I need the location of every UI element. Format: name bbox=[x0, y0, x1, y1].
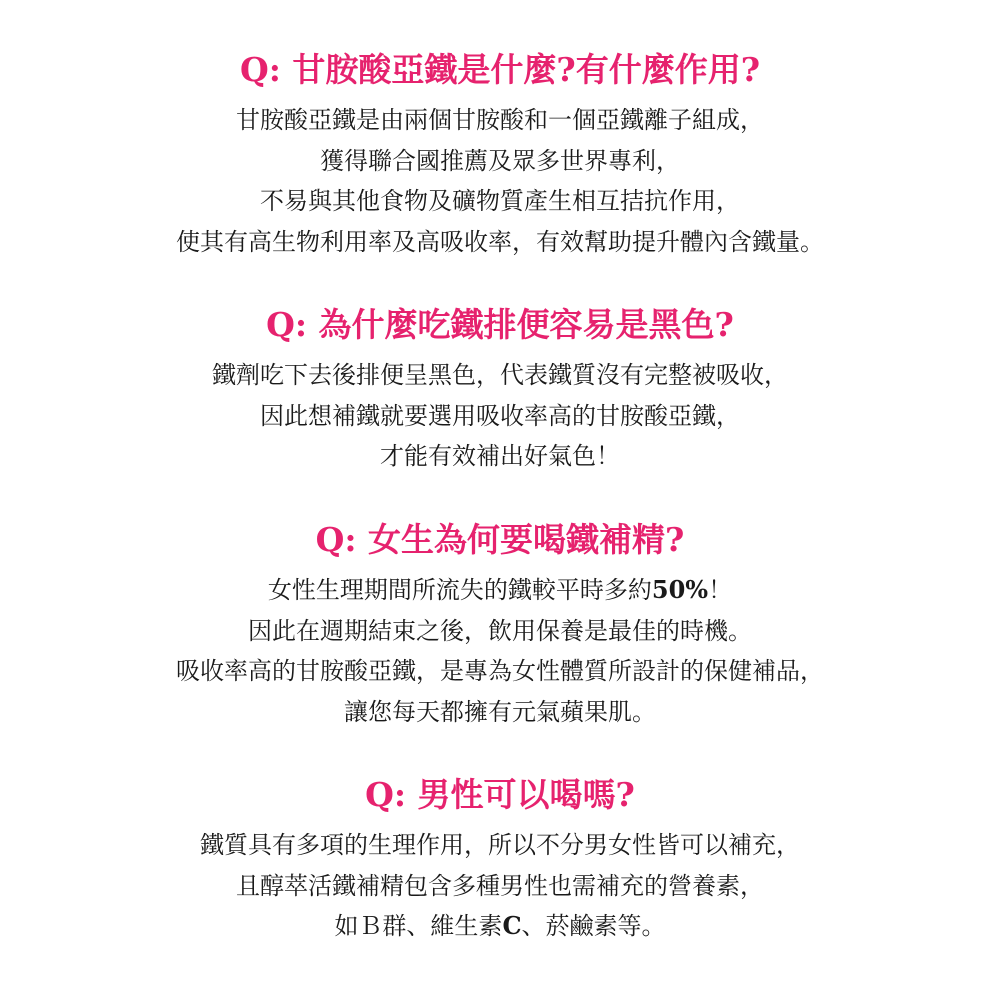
answer-line bbox=[0, 570, 1000, 611]
answer-text: ！ bbox=[708, 576, 733, 604]
question-heading: Q: 男性可以喝嗎? bbox=[365, 775, 635, 814]
answer-line: 不易與其他食物及礦物質產生相互拮抗作用， bbox=[260, 187, 740, 215]
percentage-value: 50% bbox=[651, 575, 709, 604]
answer-text: 、菸鹼素等。 bbox=[521, 912, 666, 940]
answer-line: 獲得聯合國推薦及眾多世界專利， bbox=[320, 146, 680, 175]
question-heading: Q: 女生為何要喝鐵補精? bbox=[315, 520, 685, 559]
answer-line: 使其有高生物利用率及高吸收率，有效幫助提升體內含鐵量。 bbox=[176, 227, 824, 256]
answer-line: 才能有效補出好氣色！ bbox=[380, 442, 620, 470]
question-heading: Q: 甘胺酸亞鐵是什麼?有什麼作用? bbox=[239, 50, 761, 89]
question-heading: Q: 為什麼吃鐵排便容易是黑色? bbox=[266, 305, 734, 344]
answer-text: 如Ｂ群、維生素 bbox=[334, 912, 503, 940]
faq-item-what-is-ferrous-glycinate bbox=[0, 50, 1000, 262]
answer-text: 女性生理期間所流失的鐵較平時多約 bbox=[267, 576, 652, 604]
faq-item-can-men-drink bbox=[0, 775, 1000, 947]
vitamin-letter: C bbox=[502, 911, 522, 940]
answer-line: 鐵質具有多項的生理作用，所以不分男女性皆可以補充， bbox=[200, 831, 800, 859]
answer-line: 鐵劑吃下去後排便呈黑色，代表鐵質沒有完整被吸收， bbox=[212, 361, 788, 389]
answer-line: 吸收率高的甘胺酸亞鐵，是專為女性體質所設計的保健補品， bbox=[176, 657, 824, 685]
answer-line: 且醇萃活鐵補精包含多種男性也需補充的營養素， bbox=[236, 871, 764, 900]
answer-line: 因此想補鐵就要選用吸收率高的甘胺酸亞鐵， bbox=[260, 401, 740, 430]
answer-line bbox=[0, 906, 1000, 947]
answer-line: 讓您每天都擁有元氣蘋果肌。 bbox=[344, 697, 656, 726]
faq-item-why-women-drink bbox=[0, 520, 1000, 732]
faq-item-black-stool bbox=[0, 305, 1000, 477]
answer-line: 因此在週期結束之後，飲用保養是最佳的時機。 bbox=[248, 616, 752, 645]
answer-line: 甘胺酸亞鐵是由兩個甘胺酸和一個亞鐵離子組成， bbox=[236, 106, 764, 134]
